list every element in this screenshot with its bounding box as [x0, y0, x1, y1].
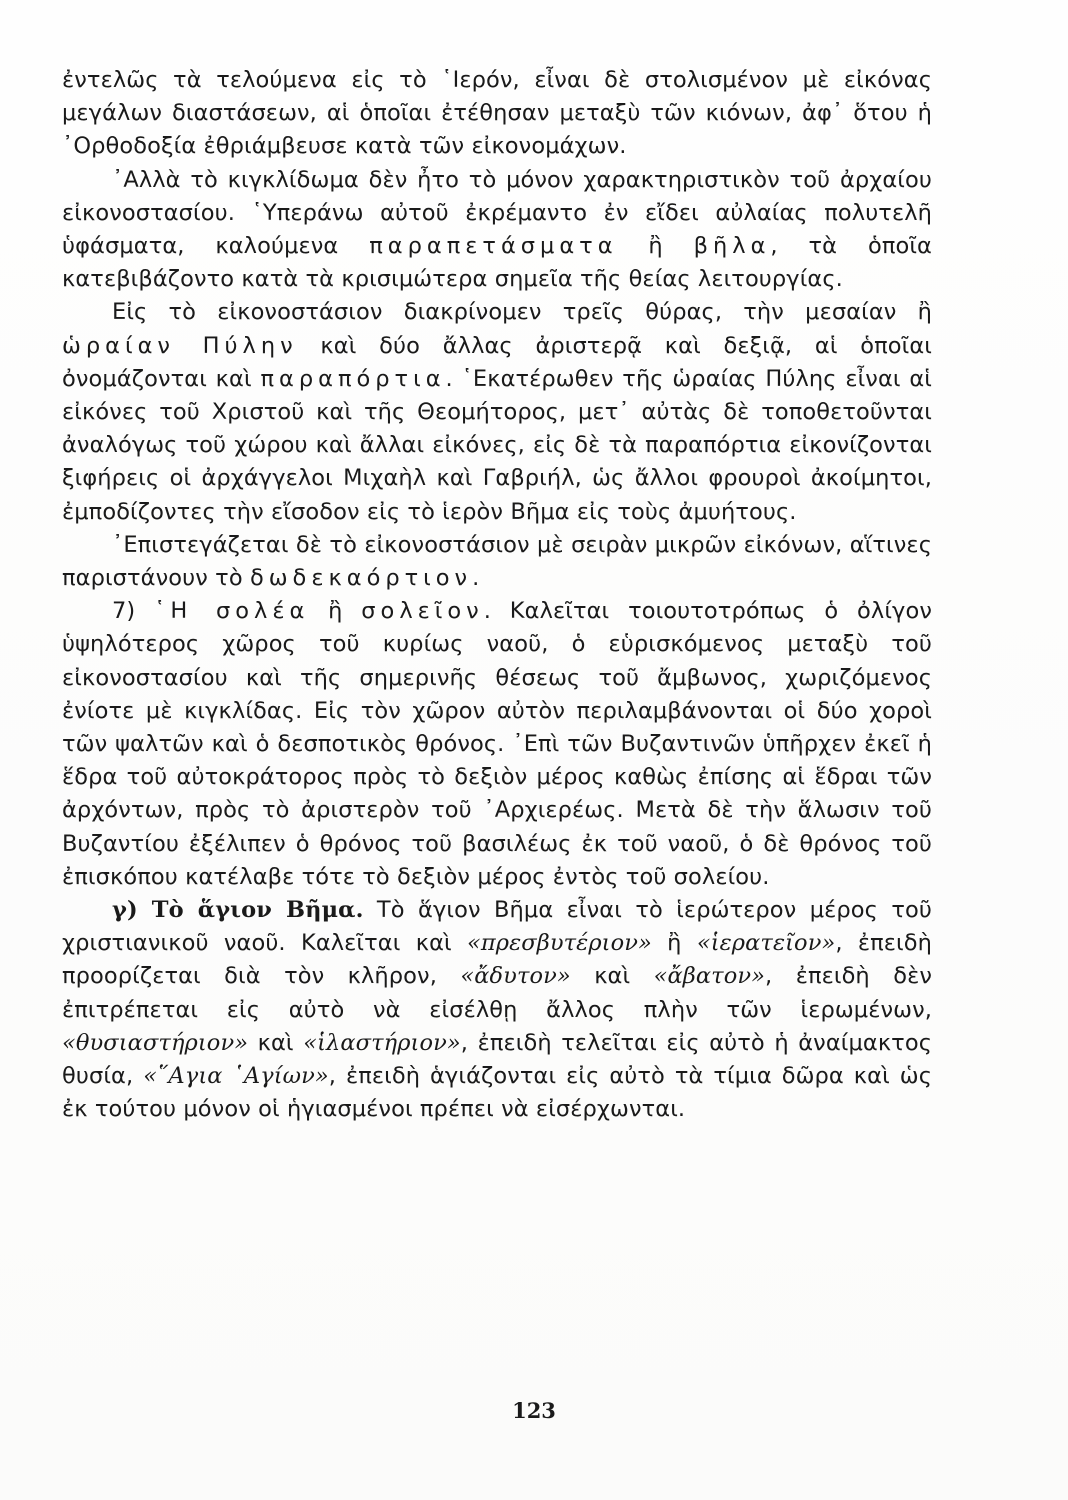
italic-term: «ἄδυτον»	[460, 963, 571, 990]
spaced-term: δωδεκαόρτιον	[249, 565, 473, 592]
spaced-term: βῆλα	[693, 233, 771, 260]
italic-term: «πρεσβυτέριον»	[467, 930, 652, 957]
paragraph: ᾿Αλλὰ τὸ κιγκλίδωμα δὲν ἦτο τὸ μόνον χαρακτηριστικὸν τοῦ ἀρχαίου εἰκονοστασίου. ῾Υπεράνω αὐτοῦ ἐκρέμαντο ἐν εἴδει αὐλαίας πολυτελῆ ὑφάσματα, καλούμενα παραπετάσματα ἢ βῆλα, τὰ ὁποῖα κατεβιβάζοντο κατὰ τὰ κρισιμώτερα σημεῖα τῆς θείας λειτουργίας.	[62, 166, 932, 293]
italic-term: «ἱερατεῖον»	[696, 930, 836, 957]
italic-term: «ἄβατον»	[653, 963, 766, 990]
spaced-term: σολεῖον	[361, 598, 484, 625]
paragraph: γ) Τὸ ἅγιον Βῆμα. Τὸ ἅγιον Βῆμα εἶναι τὸ ἱερώτερον μέρος τοῦ χριστιανικοῦ ναοῦ. Καλεῖται καὶ «πρεσβυτέριον» ἢ «ἱερατεῖον», ἐπειδὴ προορίζεται διὰ τὸν κλῆρον, «ἄδυτον» καὶ «ἄβατον», ἐπειδὴ δὲν ἐπιτρέπεται εἰς αὐτὸ νὰ εἰσέλθῃ ἄλλος πλὴν τῶν ἱερωμένων, «θυσιαστήριον» καὶ «ἱλαστήριον», ἐπειδὴ τελεῖται εἰς αὐτὸ ἡ ἀναίμακτος θυσία, «῞Αγια ῾Αγίων», ἐπειδὴ ἁγιάζονται εἰς αὐτὸ τὰ τίμια δῶρα καὶ ὡς ἐκ τούτου μόνον οἱ ἡγιασμένοι πρέπει νὰ εἰσέρχωνται.	[62, 897, 933, 1123]
paragraph: ἐντελῶς τὰ τελούμενα εἰς τὸ ῾Ιερόν, εἶναι δὲ στολισμένον μὲ εἰκόνας μεγάλων διαστάσεων, αἱ ὁποῖαι ἐτέθησαν μεταξὺ τῶν κιόνων, ἀφ᾿ ὅτου ἡ ᾿Ορθοδοξία ἐθριάμβευσε κατὰ τῶν εἰκονομάχων.	[62, 67, 932, 160]
section-number: 7)	[112, 598, 155, 625]
spaced-term: ὡραίαν Πύλην	[62, 332, 298, 359]
section-heading: γ) Τὸ ἅγιον Βῆμα.	[112, 897, 364, 924]
paragraph: 7) ῾Η σολέα ἢ σολεῖον. Καλεῖται τοιουτοτρόπως ὁ ὀλίγον ὑψηλότερος χῶρος τοῦ κυρίως ναοῦ, ὁ εὑρισκόμενος μεταξὺ τοῦ εἰκονοστασίου καὶ τῆς σημερινῆς θέσεως τοῦ ἄμβωνος, χωριζόμενος ἐνίοτε μὲ κιγκλίδας. Εἰς τὸν χῶρον αὐτὸν περιλαμβάνονται οἱ δύο χοροὶ τῶν ψαλτῶν καὶ ὁ δεσποτικὸς θρόνος. ᾿Επὶ τῶν Βυζαντινῶν ὑπῆρχεν ἐκεῖ ἡ ἕδρα τοῦ αὐτοκράτορος πρὸς τὸ δεξιὸν μέρος καθὼς ἐπίσης αἱ ἕδραι τῶν ἀρχόντων, πρὸς τὸ ἀριστερὸν τοῦ ᾿Αρχιερέως. Μετὰ δὲ τὴν ἅλωσιν τοῦ Βυζαντίου ἐξέλιπεν ὁ θρόνος τοῦ βασιλέως ἐκ τοῦ ναοῦ, ὁ δὲ θρόνος τοῦ ἐπισκόπου κατέλαβε τότε τὸ δεξιὸν μέρος ἐντὸς τοῦ σολείου.	[62, 598, 933, 890]
spaced-term: παραπετάσματα	[369, 233, 618, 260]
page-number: 123	[512, 1398, 556, 1423]
italic-term: «῞Αγια ῾Αγίων»	[143, 1063, 329, 1090]
spaced-term: ῾Η σολέα	[154, 598, 310, 625]
italic-term: «θυσιαστήριον»	[62, 1029, 249, 1056]
paragraph: Εἰς τὸ εἰκονοστάσιον διακρίνομεν τρεῖς θύρας, τὴν μεσαίαν ἢ ὡραίαν Πύλην καὶ δύο ἄλλας ἀριστερᾷ καὶ δεξιᾷ, αἱ ὁποῖαι ὀνομάζονται καὶ παραπόρτια. ῾Εκατέρωθεν τῆς ὡραίας Πύλης εἶναι αἱ εἰκόνες τοῦ Χριστοῦ καὶ τῆς Θεομήτορος, μετ᾿ αὐτὰς δὲ τοποθετοῦνται ἀναλόγως τοῦ χώρου καὶ ἄλλαι εἰκόνες, εἰς δὲ τὰ παραπόρτια εἰκονίζονται ξιφήρεις οἱ ἀρχάγγελοι Μιχαὴλ καὶ Γαβριήλ, ὡς ἄλλοι φρουροὶ ἀκοίμητοι, ἐμποδίζοντες τὴν εἴσοδον εἰς τὸ ἱερὸν Βῆμα εἰς τοὺς ἀμυήτους.	[62, 299, 933, 525]
spaced-term: παραπόρτια	[260, 365, 446, 392]
italic-term: «ἱλαστήριον»	[303, 1029, 461, 1056]
paragraph: ᾿Επιστεγάζεται δὲ τὸ εἰκονοστάσιον μὲ σειρὰν μικρῶν εἰκόνων, αἵτινες παριστάνουν τὸ δωδεκαόρτιον.	[62, 531, 932, 592]
body-text	[62, 64, 932, 1127]
